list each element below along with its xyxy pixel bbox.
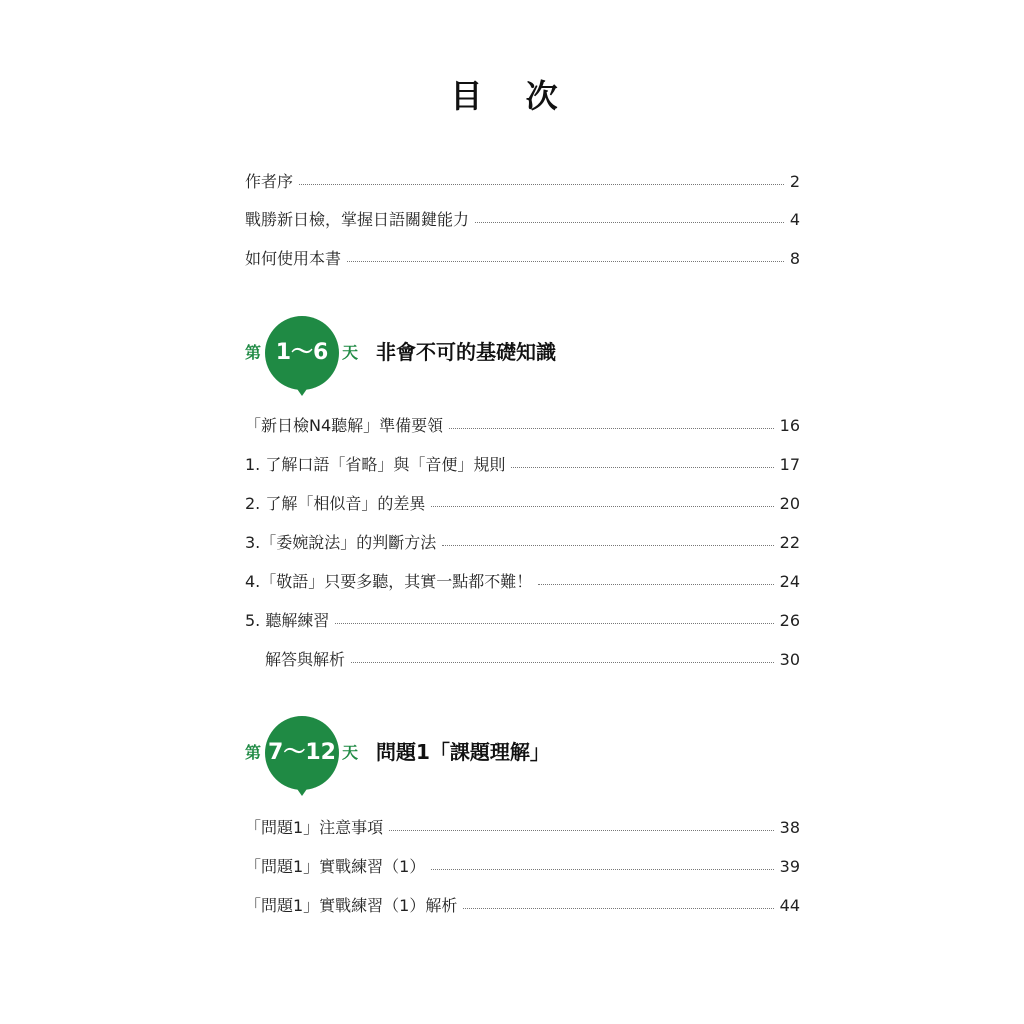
section-header-days-7-12 (245, 716, 805, 796)
dot-leader (431, 506, 773, 507)
dot-leader (475, 222, 784, 223)
toc-entry-label: 解答與解析 (265, 650, 346, 669)
dot-leader (463, 908, 773, 909)
page-title: 目 次 (450, 77, 574, 115)
toc-entry-page: 8 (789, 249, 800, 268)
toc-entry-label: 「新日檢N4聽解」準備要領 (245, 416, 444, 435)
day-range-badge (265, 316, 339, 390)
toc-entry-page: 30 (779, 650, 800, 669)
day-range-label: 7～12 (268, 740, 336, 765)
toc-entry-page: 38 (779, 818, 800, 837)
toc-entry-label: 5. 聽解練習 (245, 611, 330, 630)
toc-entry-intro[interactable] (245, 209, 800, 231)
toc-entry[interactable] (245, 856, 800, 878)
toc-entry[interactable] (245, 415, 800, 437)
day-range-badge (265, 716, 339, 790)
toc-entry-page: 16 (779, 416, 800, 435)
toc-entry-page: 44 (779, 896, 800, 915)
toc-entry[interactable] (245, 532, 800, 554)
dot-leader (449, 428, 773, 429)
toc-entry-page: 20 (779, 494, 800, 513)
toc-entry-label: 作者序 (245, 172, 294, 191)
toc-entry-label: 「問題1」實戰練習（1）解析 (245, 896, 458, 915)
toc-entry-page: 17 (779, 455, 800, 474)
toc-entry[interactable] (245, 895, 800, 917)
toc-entry-label: 4.「敬語」只要多聽，其實一點都不難！ (245, 572, 533, 591)
dot-leader (347, 261, 784, 262)
toc-entry-page: 39 (779, 857, 800, 876)
day-range-label: 1～6 (275, 340, 329, 365)
dot-leader (299, 184, 784, 185)
section-header-days-1-6 (245, 316, 805, 396)
badge-pointer-icon (295, 386, 309, 396)
day-prefix: 第 (245, 343, 262, 362)
day-prefix: 第 (245, 743, 262, 762)
toc-entry-label: 2. 了解「相似音」的差異 (245, 494, 426, 513)
dot-leader (431, 869, 773, 870)
section-title: 問題1「課題理解」 (376, 740, 550, 764)
dot-leader (538, 584, 773, 585)
toc-entry-page: 22 (779, 533, 800, 552)
toc-entry-label: 1. 了解口語「省略」與「音便」規則 (245, 455, 506, 474)
toc-entry-how-to-use[interactable] (245, 248, 800, 270)
toc-entry-label: 「問題1」注意事項 (245, 818, 384, 837)
dot-leader (442, 545, 773, 546)
day-suffix: 天 (342, 743, 359, 762)
dot-leader (511, 467, 773, 468)
toc-entry[interactable] (245, 610, 800, 632)
dot-leader (389, 830, 773, 831)
toc-entry[interactable] (245, 817, 800, 839)
dot-leader (335, 623, 773, 624)
toc-entry[interactable] (245, 454, 800, 476)
toc-entry-page: 24 (779, 572, 800, 591)
toc-entry-page: 2 (789, 172, 800, 191)
toc-entry-page: 26 (779, 611, 800, 630)
toc-entry[interactable] (265, 649, 800, 671)
toc-entry-label: 戰勝新日檢，掌握日語關鍵能力 (245, 210, 470, 229)
toc-entry-label: 如何使用本書 (245, 249, 342, 268)
toc-entry-label: 3.「委婉說法」的判斷方法 (245, 533, 437, 552)
section-title: 非會不可的基礎知識 (376, 340, 556, 364)
toc-entry[interactable] (245, 571, 800, 593)
badge-pointer-icon (295, 786, 309, 796)
toc-entry[interactable] (245, 493, 800, 515)
day-suffix: 天 (342, 343, 359, 362)
toc-entry-label: 「問題1」實戰練習（1） (245, 857, 426, 876)
toc-entry-page: 4 (789, 210, 800, 229)
dot-leader (351, 662, 774, 663)
toc-entry-preface[interactable] (245, 171, 800, 193)
